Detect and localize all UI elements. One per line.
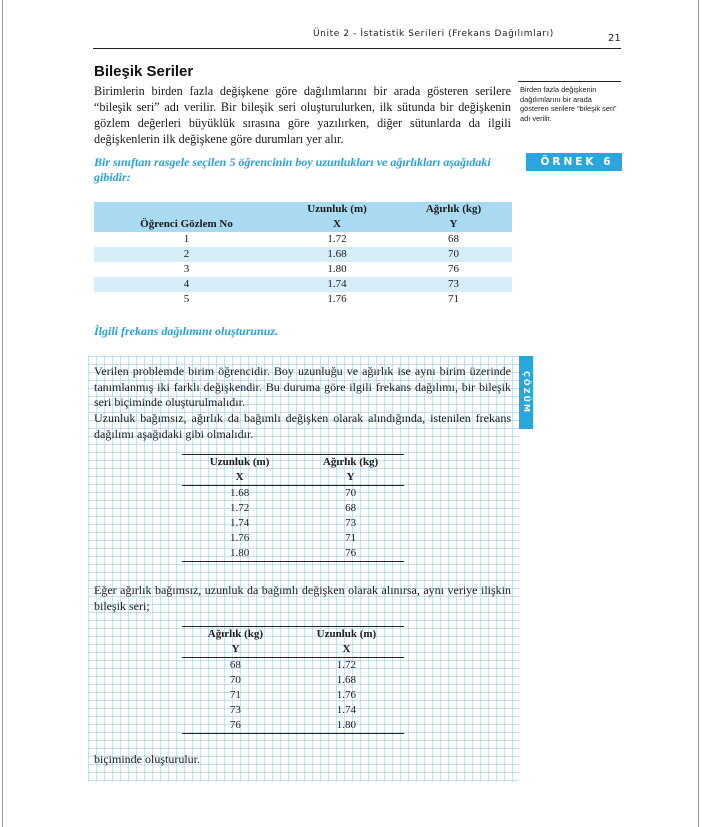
cell-y: 68 bbox=[229, 659, 241, 671]
table-row bbox=[182, 718, 404, 734]
table-header-row bbox=[182, 642, 404, 658]
cell-x: 1.68 bbox=[279, 247, 395, 262]
column-header-length: Uzunluk (m) bbox=[279, 202, 395, 217]
page-edge-left bbox=[2, 0, 3, 827]
table-row bbox=[94, 277, 512, 292]
table-header-spacer bbox=[94, 202, 279, 217]
cell-y: 70 bbox=[395, 247, 512, 262]
column-sub-x: X bbox=[182, 470, 297, 486]
cell-no: 5 bbox=[183, 293, 190, 305]
solution-badge bbox=[519, 356, 533, 429]
column-header-length: Uzunluk (m) bbox=[289, 627, 404, 643]
closing-sentence: biçiminde oluşturulur. bbox=[94, 752, 200, 766]
cell-y: 68 bbox=[345, 502, 357, 514]
cell-x: 1.74 bbox=[336, 704, 357, 716]
cell-x: 1.72 bbox=[229, 502, 250, 514]
cell-no: 4 bbox=[94, 277, 279, 292]
cell-y: 71 bbox=[448, 293, 459, 305]
solution-badge-label: ÇÖZÜM bbox=[522, 371, 531, 414]
margin-note-divider bbox=[518, 81, 621, 82]
cell-x: 1.72 bbox=[327, 233, 347, 245]
solution-paragraph-3: Eğer ağırlık bağımsız, uzunluk da bağımlı değişken olarak alınırsa, aynı veriye ilişkin bileşik seri; bbox=[94, 583, 511, 613]
cell-x: 1.68 bbox=[229, 487, 250, 499]
table-row bbox=[182, 531, 404, 546]
cell-no: 2 bbox=[94, 247, 279, 262]
table-row bbox=[182, 658, 404, 674]
table-header-row bbox=[182, 455, 404, 471]
table-row bbox=[182, 486, 404, 502]
table-row bbox=[94, 292, 512, 307]
column-header-student-no: Öğrenci Gözlem No bbox=[94, 217, 279, 232]
column-header-weight: Ağırlık (kg) bbox=[395, 202, 512, 217]
column-header-weight: Ağırlık (kg) bbox=[297, 455, 404, 471]
cell-y: 73 bbox=[395, 277, 512, 292]
cell-y: 73 bbox=[229, 704, 241, 716]
section-title: Bileşik Seriler bbox=[94, 63, 194, 80]
table-row bbox=[182, 546, 404, 562]
cell-y: 76 bbox=[182, 718, 289, 734]
column-sub-x: X bbox=[279, 217, 395, 232]
cell-y: 70 bbox=[229, 674, 241, 686]
page-number: 21 bbox=[608, 33, 621, 44]
solution-paragraph-1: Verilen problemde birim öğrencidir. Boy uzunluğu ve ağırlık ise aynı birim üzerinde tanımlanmış iki farklı değişkendir. Bu duruma göre ilgili frekans dağılımı, bir bileşik seri biçiminde oluşturulmalıdır. bbox=[94, 364, 511, 409]
cell-y: 76 bbox=[448, 263, 459, 275]
student-data-table bbox=[94, 202, 512, 307]
cell-x: 1.68 bbox=[336, 674, 357, 686]
compound-series-table-weight-length bbox=[182, 626, 404, 734]
table-row bbox=[94, 247, 512, 262]
table-row bbox=[182, 688, 404, 703]
table-row bbox=[182, 703, 404, 718]
cell-x: 1.74 bbox=[229, 517, 250, 529]
cell-x: 1.76 bbox=[336, 689, 357, 701]
cell-x: 1.80 bbox=[289, 718, 404, 734]
table-header-row bbox=[94, 202, 512, 217]
table-row bbox=[94, 232, 512, 247]
cell-x: 1.72 bbox=[336, 659, 357, 671]
table-row bbox=[182, 501, 404, 516]
cell-y: 71 bbox=[229, 689, 241, 701]
example-question: İlgili frekans dağılımını oluşturunuz. bbox=[94, 324, 279, 338]
cell-y: 71 bbox=[345, 532, 357, 544]
cell-no: 1 bbox=[183, 233, 190, 245]
table-header-row bbox=[182, 627, 404, 643]
column-sub-x: X bbox=[289, 642, 404, 658]
cell-x: 1.80 bbox=[182, 546, 297, 562]
table-row bbox=[182, 673, 404, 688]
table-header-row bbox=[182, 470, 404, 486]
cell-x: 1.74 bbox=[279, 277, 395, 292]
cell-y: 76 bbox=[297, 546, 404, 562]
cell-y: 73 bbox=[345, 517, 357, 529]
example-prompt: Bir sınıftan rasgele seçilen 5 öğrencinin boy uzunlukları ve ağırlıkları aşağıdaki gibidir: bbox=[94, 155, 491, 184]
solution-paragraph-2: Uzunluk bağımsız, ağırlık da bağımlı değişken olarak alındığında, istenilen frekans dağılımı aşağıdaki gibi olmalıdır. bbox=[94, 411, 511, 441]
cell-y: 68 bbox=[448, 233, 459, 245]
page-edge-right bbox=[698, 0, 699, 827]
intro-paragraph: Birimlerin birden fazla değişkene göre dağılımlarını bir arada gösteren serilere “bileşik seri” adı verilir. Bir bileşik seri oluşturulurken, ilk sütunda bir değişkenin gözlem değerleri büyüklük sırasına göre yazılırken, diğer sütunlarda da ilgili değişkenlerin ilk değişkene göre durumları yer alır. bbox=[94, 84, 511, 146]
table-row bbox=[182, 516, 404, 531]
cell-no: 3 bbox=[183, 263, 190, 275]
cell-x: 1.80 bbox=[327, 263, 347, 275]
cell-x: 1.76 bbox=[229, 532, 250, 544]
column-header-weight: Ağırlık (kg) bbox=[182, 627, 289, 643]
column-header-length: Uzunluk (m) bbox=[182, 455, 297, 471]
margin-note: Birden fazla değişkenin dağılımlarını bir arada gösteren serilere “bileşik seri” adı verilir. bbox=[520, 85, 617, 123]
table-header-row bbox=[94, 217, 512, 232]
column-sub-y: Y bbox=[297, 470, 404, 486]
column-sub-y: Y bbox=[182, 642, 289, 658]
running-header: Ünite 2 - İstatistik Serileri (Frekans Dağılımları) bbox=[313, 29, 554, 39]
compound-series-table-length-weight bbox=[182, 454, 404, 562]
cell-y: 70 bbox=[345, 487, 357, 499]
example-badge: ÖRNEK 6 bbox=[526, 153, 622, 171]
table-row bbox=[94, 262, 512, 277]
header-divider bbox=[93, 48, 621, 49]
cell-x: 1.76 bbox=[327, 293, 347, 305]
column-sub-y: Y bbox=[395, 217, 512, 232]
